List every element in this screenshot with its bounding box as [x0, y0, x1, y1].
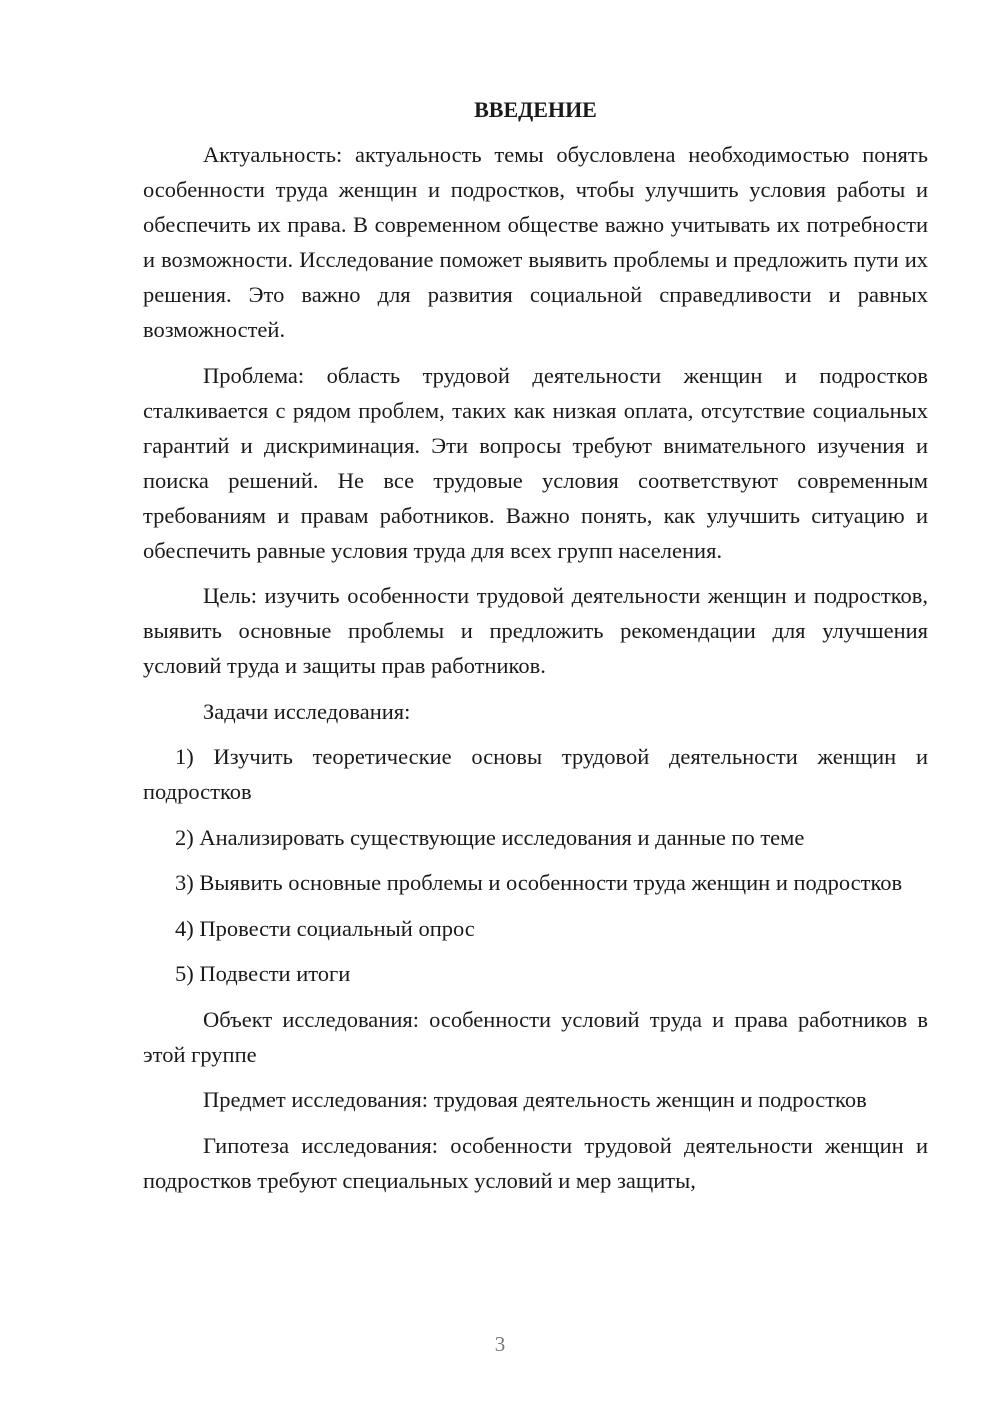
- list-item: 4) Провести социальный опрос: [175, 915, 475, 941]
- list-item: 1) Изучить теоретические основы трудовой деятельности женщин и подростков: [143, 744, 928, 804]
- document-page: [143, 92, 928, 1208]
- list-item: 5) Подвести итоги: [175, 961, 351, 986]
- goal-paragraph: Цель: изучить особенности трудовой деятельности женщин и подростков, выявить основные проблемы и предложить рекомендации для улучшения условий труда и защиты прав работников.: [143, 583, 928, 678]
- list-item: 3) Выявить основные проблемы и особенности труда женщин и подростков: [175, 870, 903, 895]
- tasks-intro: Задачи исследования:: [203, 698, 411, 724]
- relevance-paragraph: Актуальность: актуальность темы обусловлена необходимостью понять особенности труда женщин и подростков, чтобы улучшить условия работы и обеспечить их права. В современном обществе важно учитывать их потребности и возможности. Исследование поможет выявить проблемы и предложить пути их решения. Это важно для развития социальной справедливости и равных возможностей.: [143, 142, 928, 342]
- list-item: 2) Анализировать существующие исследования и данные по теме: [175, 824, 805, 850]
- hypothesis-paragraph: Гипотеза исследования: особенности трудовой деятельности женщин и подростков требуют специальных условий и мер защиты,: [143, 1132, 928, 1193]
- tasks-list: [143, 739, 928, 991]
- page-title: ВВЕДЕНИЕ: [474, 97, 597, 122]
- subject-paragraph: Предмет исследования: трудовая деятельность женщин и подростков: [203, 1087, 867, 1112]
- object-paragraph: Объект исследования: особенности условий труда и права работников в этой группе: [143, 1006, 928, 1067]
- page-number: 3: [494, 1332, 506, 1356]
- problem-paragraph: Проблема: область трудовой деятельности женщин и подростков сталкивается с рядом проблем, таких как низкая оплата, отсутствие социальных гарантий и дискриминация. Эти вопросы требуют внимательного изучения и поиска решений. Не все трудовые условия соответствуют современным требованиям и правам работников. Важно понять, как улучшить ситуацию и обеспечить равные условия труда для всех групп населения.: [143, 362, 928, 563]
